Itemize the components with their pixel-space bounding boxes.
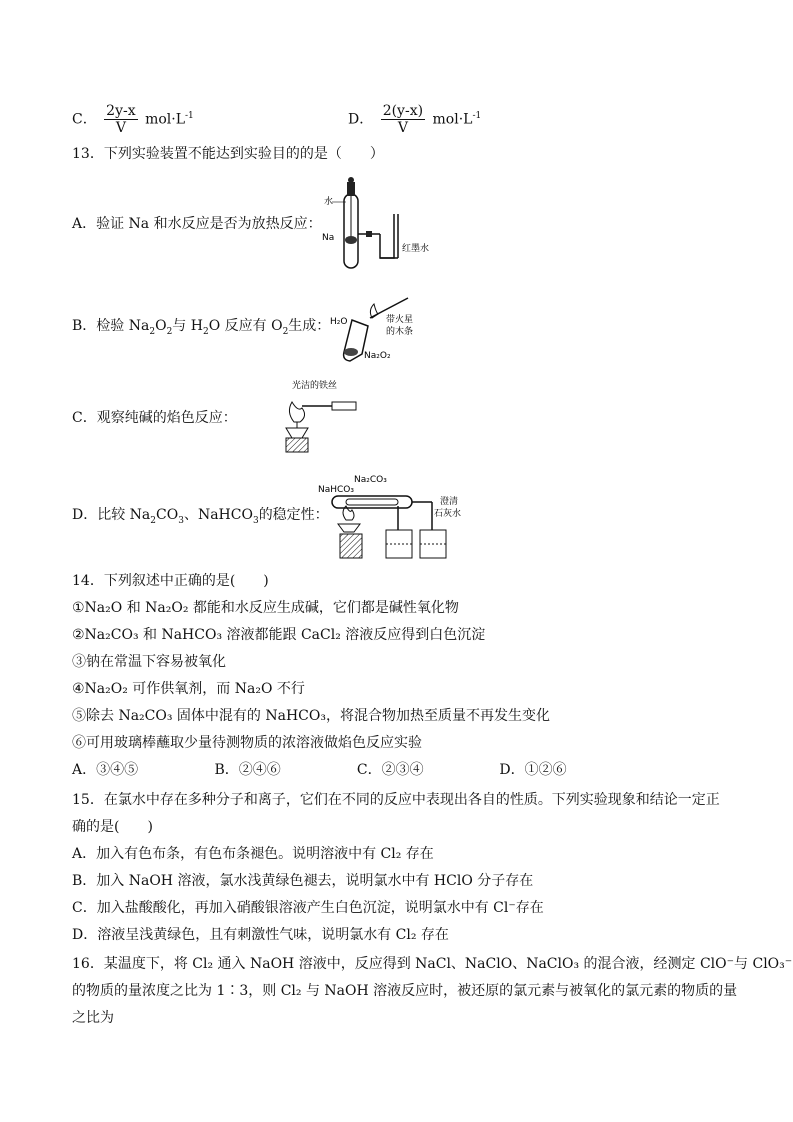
- q15-option-d: D．溶液呈浅黄绿色，且有刺激性气味，说明氯水有 Cl₂ 存在: [72, 927, 449, 943]
- q13-option-d: D．比较 $Na_2CO_3$、NaHCO$_3$的稳定性：: [72, 507, 329, 526]
- unit: mol·L: [432, 111, 473, 128]
- figure-label: 的木条: [386, 327, 414, 337]
- fraction: [104, 103, 137, 136]
- q14-statement-6: ⑥可用玻璃棒蘸取少量待测物质的浓溶液做焰色反应实验: [72, 735, 422, 751]
- figure-label: 澄清: [440, 497, 459, 507]
- figure-na2o2-test-tube: [326, 292, 426, 368]
- unit: mol·L: [145, 111, 186, 128]
- q14-statement-2: ②Na₂CO₃ 和 NaHCO₃ 溶液都能跟 CaCl₂ 溶液反应得到白色沉淀: [72, 627, 486, 643]
- text: D．比较 Na: [72, 507, 151, 523]
- figure-label: 光洁的铁丝: [292, 381, 338, 391]
- text: 的稳定性：: [258, 507, 329, 523]
- q14-options: [72, 760, 567, 780]
- q13-option-c: C．观察纯碱的焰色反应：: [72, 410, 237, 426]
- figure-na-water-apparatus: [318, 172, 430, 272]
- text: CO: [156, 507, 179, 523]
- denominator: V: [115, 120, 126, 136]
- numerator: 2y-x: [106, 103, 136, 119]
- text: 、NaHCO: [183, 507, 253, 523]
- figure-label: Na₂CO₃: [354, 475, 387, 485]
- q15-option-a: A．加入有色布条，有色布条褪色。说明溶液中有 Cl₂ 存在: [72, 846, 434, 862]
- q14-statement-5: ⑤除去 Na₂CO₃ 固体中混有的 NaHCO₃，将混合物加热至质量不再发生变化: [72, 708, 550, 724]
- q16-line-1: 16．某温度下，将 Cl₂ 通入 NaOH 溶液中，反应得到 NaCl、NaClO、NaClO₃ 的混合液，经测定 ClO⁻与 ClO₃⁻: [72, 956, 793, 972]
- q12-option-c: [72, 103, 194, 136]
- q14-option-b: B．②④⑥: [214, 762, 281, 778]
- figure-flame-test: [272, 376, 362, 456]
- q13-option-a: A．验证 Na 和水反应是否为放热反应：: [72, 216, 322, 232]
- text: O 反应有 O: [208, 318, 283, 334]
- figure-label: Na₂O₂: [364, 351, 391, 361]
- q15-stem-line-1: 15．在氯水中存在多种分子和离子，它们在不同的反应中表现出各自的性质。下列实验现象和结论一定正: [72, 792, 720, 808]
- text: O: [155, 318, 167, 334]
- text: 与 H: [172, 318, 203, 334]
- text: B．检验 Na: [72, 318, 150, 334]
- option-label: D．: [348, 111, 374, 128]
- figure-label: 红墨水: [402, 244, 430, 254]
- fraction: [381, 103, 425, 136]
- numerator: 2(y-x): [382, 103, 424, 119]
- q16-line-3: 之比为: [72, 1010, 114, 1026]
- q14-option-c: C．②③④: [356, 762, 424, 778]
- figure-label: H₂O: [330, 317, 348, 327]
- q15-option-c: C．加入盐酸酸化，再加入硝酸银溶液产生白色沉淀，说明氯水中有 Cl⁻存在: [72, 900, 544, 916]
- figure-label: 水: [324, 197, 334, 207]
- q15-option-b: B．加入 NaOH 溶液，氯水浅黄绿色褪去，说明氯水中有 HClO 分子存在: [72, 873, 534, 889]
- q14-statement-4: ④Na₂O₂ 可作供氧剂，而 Na₂O 不行: [72, 681, 305, 697]
- option-label: C．: [72, 111, 97, 128]
- figure-label: NaHCO₃: [318, 485, 354, 495]
- exponent: -1: [185, 110, 194, 121]
- figure-label: 石灰水: [434, 509, 462, 519]
- text: 生成：: [288, 318, 331, 334]
- figure-thermal-stability-apparatus: [316, 470, 476, 562]
- figure-label: 带火星: [386, 315, 414, 325]
- figure-label: Na: [322, 233, 335, 243]
- q15-stem-line-2: 确的是( ): [72, 819, 153, 835]
- q14-stem: 14．下列叙述中正确的是( ): [72, 573, 269, 589]
- q12-option-d: [348, 103, 481, 136]
- exponent: -1: [472, 110, 482, 121]
- q14-statement-1: ①Na₂O 和 Na₂O₂ 都能和水反应生成碱，它们都是碱性氧化物: [72, 600, 459, 616]
- q14-statement-3: ③钠在常温下容易被氧化: [72, 654, 226, 670]
- q13-stem: 13．下列实验装置不能达到实验目的的是（ ）: [72, 146, 384, 162]
- q16-line-2: 的物质的量浓度之比为 1∶3，则 Cl₂ 与 NaOH 溶液反应时，被还原的氯元素与被氧化的氯元素的物质的量: [72, 983, 738, 999]
- q14-option-d: D．①②⑥: [499, 762, 567, 778]
- q14-option-a: A．③④⑤: [72, 762, 139, 778]
- q13-option-b: B．检验 $Na_2O_2$与 $H_2O$ 反应有 $O_2$生成：: [72, 318, 331, 337]
- denominator: V: [397, 120, 408, 136]
